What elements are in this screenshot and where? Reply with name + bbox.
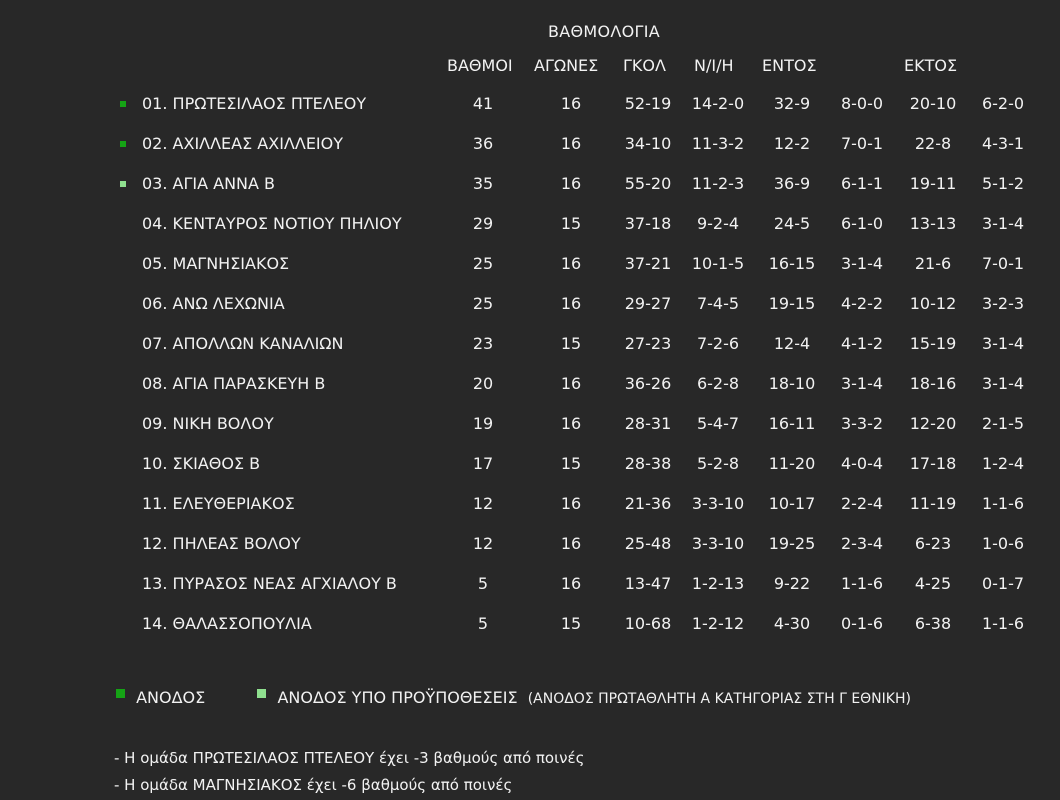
standings-title-text: ΒΑΘΜΟΛΟΓΙΑ — [547, 22, 661, 41]
wdl-cell: 3-3-10 — [691, 534, 745, 553]
table-row — [0, 124, 1060, 164]
wdl-cell: 5-4-7 — [696, 414, 740, 433]
away-goals-cell: 6-38 — [914, 614, 952, 633]
team-name: 01. ΠΡΩΤΕΣΙΛΑΟΣ ΠΤΕΛΕΟΥ — [142, 94, 367, 113]
points-cell: 29 — [472, 214, 494, 233]
goals-cell: 34-10 — [624, 134, 672, 153]
home-goals-cell: 10-17 — [768, 494, 816, 513]
team-name: 14. ΘΑΛΑΣΣΟΠΟΥΛΙΑ — [142, 614, 312, 633]
away-wdl-cell: 1-2-4 — [981, 454, 1025, 473]
promotion-swatch — [116, 689, 125, 698]
home-goals-cell: 18-10 — [768, 374, 816, 393]
matches-cell: 16 — [560, 374, 582, 393]
home-wdl-cell: 2-3-4 — [840, 534, 884, 553]
team-name: 11. ΕΛΕΥΘΕΡΙΑΚΟΣ — [142, 494, 295, 513]
matches-cell: 15 — [560, 214, 582, 233]
team-name: 08. ΑΓΙΑ ΠΑΡΑΣΚΕΥΗ Β — [142, 374, 326, 393]
team-name: 09. ΝΙΚΗ ΒΟΛΟΥ — [142, 414, 274, 433]
points-cell: 17 — [472, 454, 494, 473]
goals-cell: 28-38 — [624, 454, 672, 473]
matches-cell: 16 — [560, 534, 582, 553]
team-name: 12. ΠΗΛΕΑΣ ΒΟΛΟΥ — [142, 534, 301, 553]
goals-cell: 21-36 — [624, 494, 672, 513]
home-wdl-cell: 3-1-4 — [840, 254, 884, 273]
away-wdl-cell: 6-2-0 — [981, 94, 1025, 113]
points-cell: 20 — [472, 374, 494, 393]
table-row — [0, 84, 1060, 124]
home-goals-cell: 32-9 — [773, 94, 811, 113]
matches-cell: 16 — [560, 574, 582, 593]
points-cell: 12 — [472, 534, 494, 553]
wdl-cell: 11-2-3 — [691, 174, 745, 193]
away-goals-cell: 6-23 — [914, 534, 952, 553]
table-row — [0, 444, 1060, 484]
promotion-marker — [120, 141, 126, 147]
column-header-matches: ΑΓΩΝΕΣ — [534, 56, 599, 75]
matches-cell: 16 — [560, 134, 582, 153]
away-wdl-cell: 2-1-5 — [981, 414, 1025, 433]
wdl-cell: 7-4-5 — [696, 294, 740, 313]
matches-cell: 15 — [560, 454, 582, 473]
table-row — [0, 604, 1060, 644]
column-header-home: ΕΝΤΟΣ — [762, 56, 817, 75]
goals-cell: 52-19 — [624, 94, 672, 113]
home-wdl-cell: 0-1-6 — [840, 614, 884, 633]
home-wdl-cell: 4-0-4 — [840, 454, 884, 473]
home-goals-cell: 12-2 — [773, 134, 811, 153]
away-goals-cell: 13-13 — [909, 214, 957, 233]
legend-conditional-note: (ΑΝΟΔΟΣ ΠΡΩΤΑΘΛΗΤΗ Α ΚΑΤΗΓΟΡΙΑΣ ΣΤΗ Γ ΕΘΝΙΚΗ) — [527, 691, 911, 707]
goals-cell: 55-20 — [624, 174, 672, 193]
matches-cell: 16 — [560, 414, 582, 433]
column-header-away: ΕΚΤΟΣ — [904, 56, 958, 75]
team-name: 10. ΣΚΙΑΘΟΣ Β — [142, 454, 261, 473]
away-wdl-cell: 3-1-4 — [981, 374, 1025, 393]
away-goals-cell: 22-8 — [914, 134, 952, 153]
home-goals-cell: 16-11 — [768, 414, 816, 433]
away-goals-cell: 20-10 — [909, 94, 957, 113]
away-goals-cell: 11-19 — [909, 494, 957, 513]
home-wdl-cell: 6-1-0 — [840, 214, 884, 233]
table-row — [0, 404, 1060, 444]
away-goals-cell: 4-25 — [914, 574, 952, 593]
table-row — [0, 484, 1060, 524]
points-cell: 19 — [472, 414, 494, 433]
away-wdl-cell: 4-3-1 — [981, 134, 1025, 153]
home-goals-cell: 24-5 — [773, 214, 811, 233]
team-name: 13. ΠΥΡΑΣΟΣ ΝΕΑΣ ΑΓΧΙΑΛΟΥ Β — [142, 574, 397, 593]
goals-cell: 36-26 — [624, 374, 672, 393]
matches-cell: 16 — [560, 174, 582, 193]
wdl-cell: 1-2-12 — [691, 614, 745, 633]
home-goals-cell: 9-22 — [773, 574, 811, 593]
away-wdl-cell: 3-1-4 — [981, 334, 1025, 353]
column-header-wdl: Ν/Ι/Η — [694, 56, 734, 75]
table-row — [0, 524, 1060, 564]
wdl-cell: 11-3-2 — [691, 134, 745, 153]
points-cell: 5 — [477, 574, 489, 593]
away-goals-cell: 12-20 — [909, 414, 957, 433]
penalty-note: - Η ομάδα ΜΑΓΝΗΣΙΑΚΟΣ έχει -6 βαθμούς από ποινές — [114, 776, 513, 794]
legend — [116, 684, 911, 712]
points-cell: 23 — [472, 334, 494, 353]
wdl-cell: 10-1-5 — [691, 254, 745, 273]
away-wdl-cell: 3-2-3 — [981, 294, 1025, 313]
home-goals-cell: 36-9 — [773, 174, 811, 193]
column-header-points: ΒΑΘΜΟΙ — [447, 56, 513, 75]
away-wdl-cell: 3-1-4 — [981, 214, 1025, 233]
team-name: 06. ΑΝΩ ΛΕΧΩΝΙΑ — [142, 294, 285, 313]
wdl-cell: 9-2-4 — [696, 214, 740, 233]
standings-title — [0, 22, 1060, 41]
home-goals-cell: 11-20 — [768, 454, 816, 473]
team-name: 04. ΚΕΝΤΑΥΡΟΣ ΝΟΤΙΟΥ ΠΗΛΙΟΥ — [142, 214, 402, 233]
team-name: 05. ΜΑΓΝΗΣΙΑΚΟΣ — [142, 254, 290, 273]
wdl-cell: 1-2-13 — [691, 574, 745, 593]
home-goals-cell: 19-15 — [768, 294, 816, 313]
table-row — [0, 324, 1060, 364]
wdl-cell: 14-2-0 — [691, 94, 745, 113]
away-wdl-cell: 7-0-1 — [981, 254, 1025, 273]
away-wdl-cell: 1-1-6 — [981, 614, 1025, 633]
column-header-goals: ΓΚΟΛ — [623, 56, 666, 75]
matches-cell: 16 — [560, 494, 582, 513]
points-cell: 25 — [472, 294, 494, 313]
legend-conditional-label: ΑΝΟΔΟΣ ΥΠΟ ΠΡΟΫΠΟΘΕΣΕΙΣ — [277, 688, 518, 707]
away-goals-cell: 10-12 — [909, 294, 957, 313]
home-wdl-cell: 7-0-1 — [840, 134, 884, 153]
away-wdl-cell: 1-0-6 — [981, 534, 1025, 553]
matches-cell: 16 — [560, 94, 582, 113]
conditional-promotion-swatch — [257, 689, 266, 698]
goals-cell: 28-31 — [624, 414, 672, 433]
away-goals-cell: 15-19 — [909, 334, 957, 353]
goals-cell: 37-21 — [624, 254, 672, 273]
matches-cell: 16 — [560, 294, 582, 313]
team-name: 03. ΑΓΙΑ ΑΝΝΑ Β — [142, 174, 276, 193]
wdl-cell: 6-2-8 — [696, 374, 740, 393]
table-row — [0, 164, 1060, 204]
away-goals-cell: 18-16 — [909, 374, 957, 393]
table-row — [0, 364, 1060, 404]
away-wdl-cell: 5-1-2 — [981, 174, 1025, 193]
home-wdl-cell: 3-3-2 — [840, 414, 884, 433]
goals-cell: 10-68 — [624, 614, 672, 633]
home-goals-cell: 4-30 — [773, 614, 811, 633]
goals-cell: 29-27 — [624, 294, 672, 313]
goals-cell: 13-47 — [624, 574, 672, 593]
legend-promotion-label: ΑΝΟΔΟΣ — [136, 688, 206, 707]
wdl-cell: 7-2-6 — [696, 334, 740, 353]
table-row — [0, 284, 1060, 324]
team-name: 07. ΑΠΟΛΛΩΝ ΚΑΝΑΛΙΩΝ — [142, 334, 344, 353]
goals-cell: 37-18 — [624, 214, 672, 233]
home-wdl-cell: 3-1-4 — [840, 374, 884, 393]
away-wdl-cell: 0-1-7 — [981, 574, 1025, 593]
points-cell: 41 — [472, 94, 494, 113]
home-goals-cell: 19-25 — [768, 534, 816, 553]
goals-cell: 27-23 — [624, 334, 672, 353]
team-name: 02. ΑΧΙΛΛΕΑΣ ΑΧΙΛΛΕΙΟΥ — [142, 134, 344, 153]
home-wdl-cell: 6-1-1 — [840, 174, 884, 193]
points-cell: 36 — [472, 134, 494, 153]
wdl-cell: 3-3-10 — [691, 494, 745, 513]
table-row — [0, 204, 1060, 244]
away-goals-cell: 17-18 — [909, 454, 957, 473]
home-goals-cell: 12-4 — [773, 334, 811, 353]
away-goals-cell: 21-6 — [914, 254, 952, 273]
wdl-cell: 5-2-8 — [696, 454, 740, 473]
goals-cell: 25-48 — [624, 534, 672, 553]
matches-cell: 16 — [560, 254, 582, 273]
home-wdl-cell: 8-0-0 — [840, 94, 884, 113]
conditional-promotion-marker — [120, 181, 126, 187]
home-wdl-cell: 4-1-2 — [840, 334, 884, 353]
points-cell: 35 — [472, 174, 494, 193]
points-cell: 5 — [477, 614, 489, 633]
points-cell: 12 — [472, 494, 494, 513]
penalty-note: - Η ομάδα ΠΡΩΤΕΣΙΛΑΟΣ ΠΤΕΛΕΟΥ έχει -3 βαθμούς από ποινές — [114, 749, 585, 767]
matches-cell: 15 — [560, 614, 582, 633]
home-wdl-cell: 4-2-2 — [840, 294, 884, 313]
away-goals-cell: 19-11 — [909, 174, 957, 193]
table-row — [0, 564, 1060, 604]
table-row — [0, 244, 1060, 284]
home-wdl-cell: 1-1-6 — [840, 574, 884, 593]
away-wdl-cell: 1-1-6 — [981, 494, 1025, 513]
matches-cell: 15 — [560, 334, 582, 353]
home-wdl-cell: 2-2-4 — [840, 494, 884, 513]
home-goals-cell: 16-15 — [768, 254, 816, 273]
promotion-marker — [120, 101, 126, 107]
points-cell: 25 — [472, 254, 494, 273]
